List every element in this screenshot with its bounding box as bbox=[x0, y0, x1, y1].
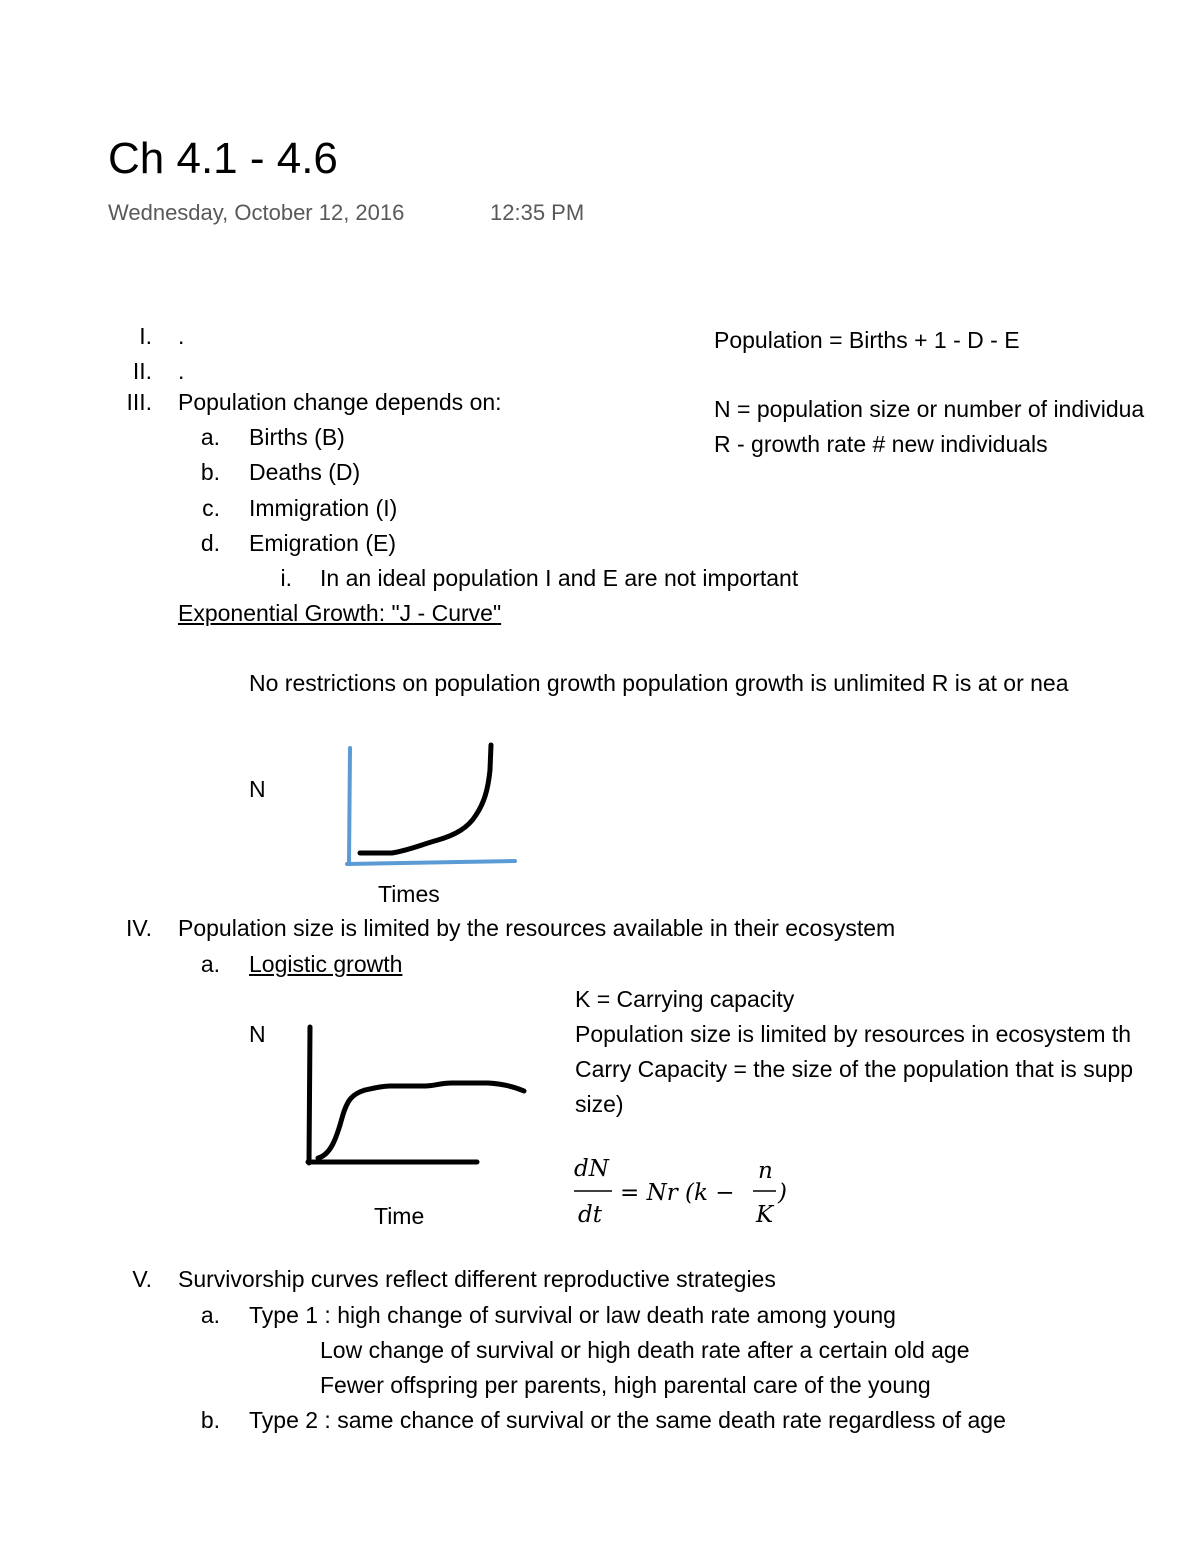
list-item-births: Births (B) bbox=[249, 424, 345, 450]
r-definition: R - growth rate # new individuals bbox=[714, 431, 1048, 457]
equation-lhs-denominator: dt bbox=[578, 1202, 602, 1228]
j-curve-x-label: Times bbox=[378, 881, 440, 907]
type1-line-2: Low change of survival or high death rate after a certain old age bbox=[320, 1337, 970, 1363]
type2-line: Type 2 : same chance of survival or the same death rate regardless of age bbox=[249, 1407, 1006, 1433]
outline-item-iv: Population size is limited by the resources available in their ecosystem bbox=[178, 915, 896, 941]
population-equation: Population = Births + 1 - D - E bbox=[714, 327, 1020, 353]
carrying-capacity-note-3: Carry Capacity = the size of the population that is supp bbox=[575, 1056, 1134, 1082]
outline-marker-v-a: a. bbox=[200, 1302, 220, 1328]
s-curve-line bbox=[318, 1083, 524, 1158]
carrying-capacity-note-1: K = Carrying capacity bbox=[575, 986, 795, 1012]
outline-marker-ii: II. bbox=[132, 358, 152, 384]
outline-marker-i: I. bbox=[139, 323, 152, 349]
s-curve-y-label: N bbox=[249, 1021, 266, 1047]
list-item-emigration: Emigration (E) bbox=[249, 530, 396, 556]
j-curve-y-label: N bbox=[249, 776, 266, 802]
outline-marker-v: V. bbox=[132, 1266, 152, 1292]
carrying-capacity-note-4: size) bbox=[575, 1091, 624, 1117]
logistic-growth-heading: Logistic growth bbox=[249, 951, 403, 977]
outline-marker-iii: III. bbox=[126, 389, 152, 415]
page-date: Wednesday, October 12, 2016 bbox=[108, 200, 405, 225]
outline-item-iii: Population change depends on: bbox=[178, 389, 502, 415]
outline-marker-iii-c: c. bbox=[202, 495, 220, 521]
page-time: 12:35 PM bbox=[490, 200, 585, 225]
exponential-growth-description: No restrictions on population growth population growth is unlimited R is at or nea bbox=[249, 670, 1069, 696]
equation-close-paren: ) bbox=[778, 1180, 787, 1206]
list-item-deaths: Deaths (D) bbox=[249, 459, 361, 485]
type1-line-3: Fewer offspring per parents, high parental care of the young bbox=[320, 1372, 931, 1398]
s-curve-y-axis bbox=[309, 1027, 310, 1163]
outline-marker-iv-a: a. bbox=[200, 951, 220, 977]
equation-frac-numerator: n bbox=[758, 1158, 773, 1184]
equation-lhs-numerator: dN bbox=[574, 1156, 609, 1182]
outline-marker-iv: IV. bbox=[125, 915, 152, 941]
outline-item-i: . bbox=[178, 323, 185, 349]
n-definition: N = population size or number of individua bbox=[714, 396, 1145, 422]
carrying-capacity-note-2: Population size is limited by resources in ecosystem th bbox=[575, 1021, 1132, 1047]
outline-marker-iii-d: d. bbox=[200, 530, 220, 556]
list-item-immigration: Immigration (I) bbox=[249, 495, 398, 521]
outline-marker-iii-d-i: i. bbox=[280, 565, 292, 591]
ideal-population-note: In an ideal population I and E are not important bbox=[320, 565, 799, 591]
outline-item-ii: . bbox=[178, 358, 185, 384]
j-curve-line bbox=[360, 745, 491, 853]
type1-line-1: Type 1 : high change of survival or law death rate among young bbox=[249, 1302, 896, 1328]
outline-item-v: Survivorship curves reflect different reproductive strategies bbox=[178, 1266, 776, 1292]
equation-frac-denominator: K bbox=[756, 1202, 774, 1228]
outline-marker-iii-a: a. bbox=[200, 424, 220, 450]
equation-rhs: = Nr (k − bbox=[620, 1180, 735, 1206]
exponential-growth-heading: Exponential Growth: "J - Curve" bbox=[178, 600, 502, 626]
outline-marker-iii-b: b. bbox=[200, 459, 220, 485]
page-title: Ch 4.1 - 4.6 bbox=[108, 134, 338, 183]
outline-marker-v-b: b. bbox=[200, 1407, 220, 1433]
j-curve-x-axis bbox=[347, 861, 515, 864]
j-curve-y-axis bbox=[349, 748, 350, 864]
s-curve-x-label: Time bbox=[374, 1203, 425, 1229]
